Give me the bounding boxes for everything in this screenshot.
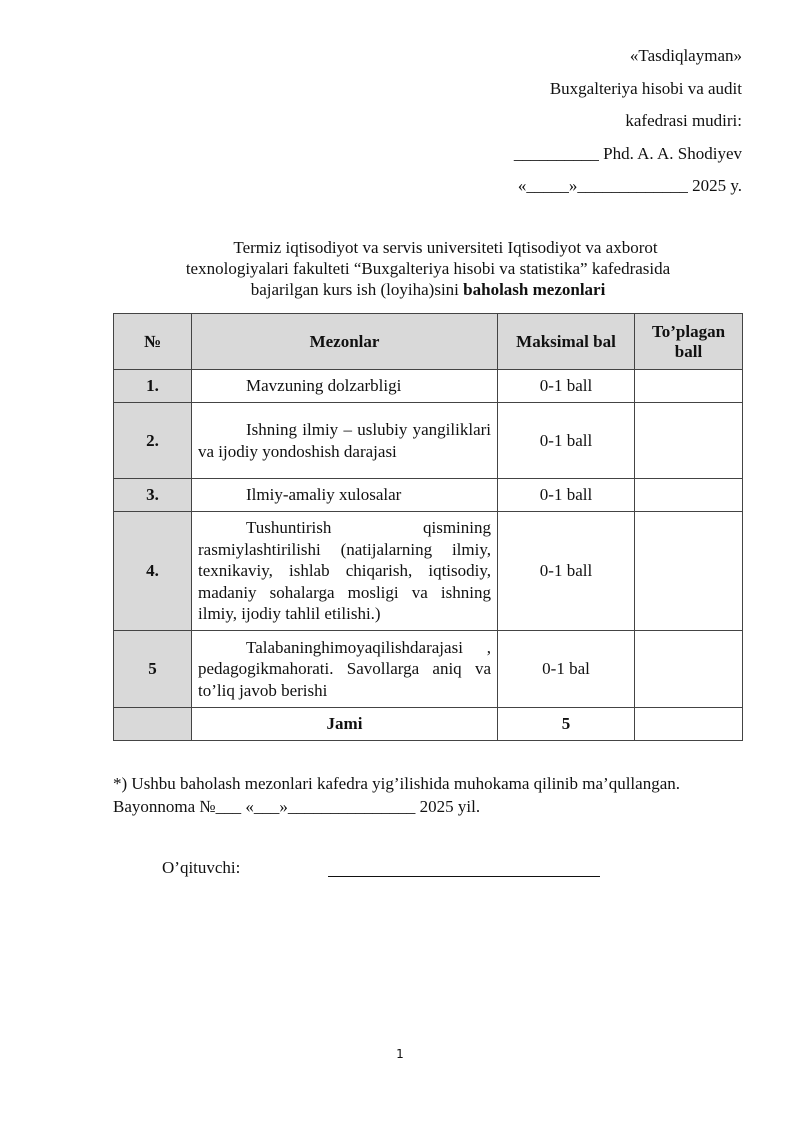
total-earned-score (635, 708, 743, 741)
approval-department: Buxgalteriya hisobi va audit (549, 78, 742, 98)
table-row (114, 403, 743, 479)
table-row (114, 631, 743, 708)
heading-line-1: Termiz iqtisodiyot va servis universiteti Iqtisodiyot va axborot (233, 238, 658, 257)
row-number: 1. (114, 370, 192, 403)
row-number: 3. (114, 479, 192, 512)
row-earned-score (635, 403, 743, 479)
row-criterion: Tushuntirish qismining rasmiylashtirilishi (natijalarning ilmiy, texnikaviy, ishlab chiqarish, iqtisodiy, madaniy sohalarga mosligi va ishning ilmiy, ijodiy tahlil etilishi.) (192, 512, 498, 631)
row-earned-score (635, 479, 743, 512)
row-criterion: Talabaninghimoyaqilishdarajasi , pedagogikmahorati. Savollarga aniq va to’liq javob berishi (192, 631, 498, 708)
row-number: 5 (114, 631, 192, 708)
row-criterion: Mavzuning dolzarbligi (192, 370, 498, 403)
row-number: 2. (114, 403, 192, 479)
table-total-row (114, 708, 743, 741)
approval-date: «_____»_____________ 2025 y. (517, 176, 742, 195)
approval-title: «Tasdiqlayman» (629, 46, 742, 65)
approval-note (113, 772, 743, 818)
document-heading (113, 237, 743, 300)
teacher-signature-line (328, 876, 600, 877)
note-line-2: Bayonnoma №___ «___»_______________ 2025 yil. (113, 797, 481, 816)
row-earned-score (635, 631, 743, 708)
approval-block (514, 40, 742, 203)
total-number-cell (114, 708, 192, 741)
page-number: 1 (396, 1047, 404, 1061)
heading-line-3-bold: baholash mezonlari (463, 280, 606, 299)
criteria-table (113, 313, 743, 741)
header-earned-score: To’plagan ball (635, 314, 743, 370)
approval-signature: __________ Phd. A. A. Shodiyev (513, 143, 742, 163)
heading-line-3 (113, 279, 743, 300)
total-value: 5 (498, 708, 635, 741)
row-max-score: 0-1 ball (498, 403, 635, 479)
teacher-signature-block (162, 858, 240, 878)
row-max-score: 0-1 ball (498, 512, 635, 631)
note-line-1: *) Ushbu baholash mezonlari kafedra yig’ilishida muhokama qilinib ma’qullangan. (113, 774, 680, 793)
row-criterion: Ishning ilmiy – uslubiy yangiliklari va ijodiy yondoshish darajasi (192, 403, 498, 479)
header-criteria: Mezonlar (192, 314, 498, 370)
row-number: 4. (114, 512, 192, 631)
row-earned-score (635, 512, 743, 631)
total-label: Jami (192, 708, 498, 741)
row-max-score: 0-1 bal (498, 631, 635, 708)
header-max-score: Maksimal bal (498, 314, 635, 370)
table-row (114, 512, 743, 631)
table-row (114, 370, 743, 403)
heading-line-3-normal: bajarilgan kurs ish (loyiha)sini (250, 280, 459, 299)
header-number: № (114, 314, 192, 370)
row-max-score: 0-1 ball (498, 370, 635, 403)
row-criterion: Ilmiy-amaliy xulosalar (192, 479, 498, 512)
table-row (114, 479, 743, 512)
approval-position: kafedrasi mudiri: (625, 111, 742, 130)
row-earned-score (635, 370, 743, 403)
table-header-row (114, 314, 743, 370)
row-max-score: 0-1 ball (498, 479, 635, 512)
teacher-label: O’qituvchi: (162, 858, 241, 877)
heading-line-2: texnologiyalari fakulteti “Buxgalteriya hisobi va statistika” kafedrasida (185, 259, 671, 278)
